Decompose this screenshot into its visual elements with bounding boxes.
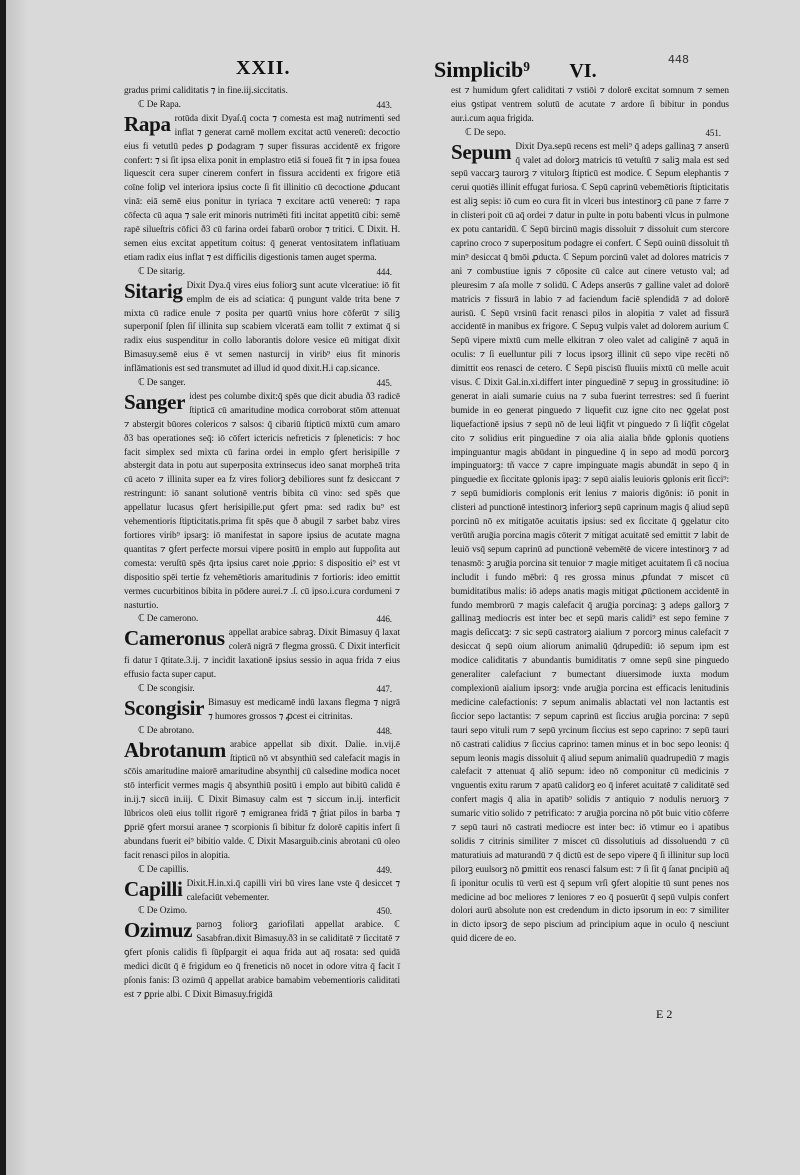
rubric-label: De sitarig. — [146, 266, 185, 277]
entry-text: Bimasuy est medicamē indū laxans flegma ⁊ nigrā ⁊ humores grossos ⁊ ꝓcest ei citrinitas. — [208, 697, 400, 722]
entry-body — [451, 141, 729, 948]
rubric-label: De sanger. — [146, 378, 186, 389]
entry — [124, 266, 400, 377]
entry-headword: Scongisir — [124, 695, 205, 720]
entry-rubric — [124, 725, 400, 739]
entry-headword: Cameronus — [124, 626, 225, 651]
entry-headword: Sepum — [451, 139, 512, 164]
entry-body — [124, 697, 400, 725]
right-text-column — [451, 85, 729, 947]
entry-rubric — [124, 99, 400, 113]
pilcrow-icon: ℂ — [138, 864, 145, 875]
rubric-label: De Rapa. — [146, 99, 181, 110]
entry-headword: Capilli — [124, 876, 183, 901]
entry-text: rotūda dixit Dyaſ.q̄ cocta ⁊ comesta est maḡ nutrimenti sed inflat ⁊ generat carnē mollem excitat actū venereū: decoctio eius fi vetutlū pedes ꝑ ꝑodagram ⁊ super fissuras accidentē ex frigore confert: ⁊ si ſit ipsa elixa ponit in emplastro etiā si foueā fit ⁊ in ipsa fouea liquescit cera super cinerem confert in fissura accidenti ex frigore etiā coīne foliꝑ vel interiora ipsius cocte ſi fit illinitio cū decoctione ꝓducant vinā: eiā semē eius ponitur in tyriaca ⁊ excitare actū venereū: ⁊ rapa cōfecta cū aqua ⁊ sale erit minoris nutrimēti fiti incitat appetitū cibi: semē rapē silueſtris cōfici ð3 cū farina ordei fabarū orobor ⁊ tritici. ℂ Dixit. H. semen eius excitat appetitum coitus: q̄ generat ventositatem inflatiuam etiam radix eius inflat ⁊ est difficilis digestionis tamen auget sperma. — [124, 113, 400, 263]
entry-number: 445. — [376, 378, 392, 389]
column-intro-line: gradus primi caliditatis ⁊ in fine.iij.siccitatis. — [124, 86, 288, 96]
entry-rubric — [124, 905, 400, 919]
entry-text: Dixit.H.in.xi.q̄ capilli viri bū vires lane vste q̄ desiccet ⁊ calefaciūt vebementer. — [186, 878, 400, 903]
entry-headword: Abrotanum — [124, 737, 226, 762]
entry — [124, 613, 400, 683]
entry — [124, 905, 400, 1002]
entry-text: appellat arabice sabraꝫ. Dixit Bimasuy q̄ laxat colerā nigrā ⁊ flegma grossū. ℂ Dixit interficit fi datur ī q̄titate.3.ij. ⁊ incidit laxationē ipsius sessio in aqua frida ⁊ eius effusio facta super caput. — [124, 628, 400, 681]
rubric-label: De sepo. — [473, 127, 506, 138]
entry-body — [124, 113, 400, 266]
entry-rubric — [124, 613, 400, 627]
entry-headword: Ozimuz — [124, 918, 193, 943]
entry-text: Dixit Dya.sepū recens est meli⁹ q̄ adeps gallinaꝫ ⁊ anserū q̄ valet ad dolorꝫ matricis tū vetuſtū ⁊ saliꝫ mala est sed sepū vaccarꝫ taurorꝫ ⁊ vitulorꝫ ſtipticū est modice. ℂ Sepum elephantis ⁊ cerui quotiēs illinit effugat furiosa. ℂ Sepū caprinū vebemētioris ſtipticitatis est aliꝫ sepis: iō cum eo cura fit in vlceri bus intestinorꝫ cū pane ⁊ farre ⁊ in clisteri poit cū aq̄ ordei ⁊ datur in pulte in potu babenti vlcus in pulmone ex potu cantaridū. ℂ Sepū bircinū magis dissoluit ⁊ dissoluit cum stercore caprino croco ⁊ superpositum podagre ei confert. ℂ Sepū ouinū dissoluit tñ min⁹ desiccat q̄ bmōi ꝓducta. ℂ Sepum porcinū valet ad dolores matricis ⁊ ani ⁊ combustiue ignis ⁊ cōposite cū calce aut cinere vetusto val; ad pleuresim ⁊ aſa molle ⁊ solidū. ℂ Adeps anserūs ⁊ galline valet ad dolorē matricis ⁊ fissurā in labio ⁊ ad faciendum faciē splendidā ⁊ ad dolorē aurisū. ℂ Sepū vrsinū facit renasci pilos in alopitia ⁊ valet ad fissurā accidentē in manibus ex frigore. ℂ Sepuꝫ vulpis valet ad dolorem aurium ℂ Sepū vipere mixtū cum melle elkitran ⁊ oleo valet ad caliginē ⁊ aquā in oculis: ⁊ ſi euelluntur pili ⁊ locus ipsorꝫ illinit cū sepo vipe recēti nō dimittit eos renasci de cetero. ℂ Sepū piscisū fluuiis mixtū cū melle acuit visus. ℂ Dixit Gal.in.xi.differt inter pinguedinē ⁊ sepuꝫ in grossitudine: iō generat in aiali sumarie cuius na ⁊ suba fuerint terrestres: sed ſi fuerint bumide in eo generat pinguedo ⁊ liquefit cuz igne cito nec ꝯgelat post liquefactionē ipsius ⁊ sepū nō de leui liq̄fit vt pinguedo ⁊ ſi liq̄fit cōgelat cito ⁊ solidius erit pinguedine ⁊ oia alia aialia bñde ꝯplonis quotiens impinguantur magis abūdant in pinguedine q̄ in sepo ad modū porcorꝫ impinguatorꝫ: tñ vacce ⁊ capre impinguate magis abundāt in sepo q̄ in pinguedie ex ſiccitate ꝯplonis ipaꝫ: ⁊ sepū aialis leuioris ꝯplonis erit ſicci⁹: ⁊ sepū bumidioris complonis erit lenius ⁊ maioris digōnis: iō ponit in clisteri ad punctionē intestinorꝫ inferiorꝫ sepū caprinum magis q̄ aliud sepū porcinū nō ex mitigatōe acuitatis ipsius: sed ex ſiccitate q̄ ꝯgelatur cito verūtñ aruḡia porcina magis cōterit ⁊ mitigat acuitatē sed emittit ⁊ labit de leuiō vsq̄ sepum caprinū ad punctionē vebemētē de vicere intestinorꝫ ⁊ ad tenasmō: ꝫ aruḡia porcina sit tenuior ⁊ magie mitiget acuitatem ſi cā nociua includit i fundo mēbri: q̄ res grossa minus ꝓfundat ⁊ miscet cū bumiditatibus malis: iō adeps anatis magis mitigat ꝓūctionem accidentē in fundo membrorū ⁊ magis calefacit q̄ aruḡia porcinaꝫ: ꝫ adeps gallorꝫ ⁊ gallinaꝫ mediocris est inter bec et sepū maris calidi⁹ est sepo femine ⁊ magis deſiccatꝫ: ⁊ sic sepū castratorꝫ aialium ⁊ porcorꝫ minus calefacit ⁊ desiccat q̄ sepū oium aliorum animaliū q̄drupediū: iō sepum ipm est modice caliditatis ⁊ abundantis bumiditatis ⁊ omne sepū sine pinguedo generaliter calefaciunt ⁊ bumectant diuersimode iuxta modum complexionū aialium ipsorꝫ: vnde aruḡia porcina est efficacis lenitudinis medicine calefactionis: ⁊ sepum animalis ablactati vel non lactantis est ſiccior sepo lactantis: ⁊ sepum caprinū est ſiccius aruḡia porcina: ⁊ sepū tauri sepo vituli rum ⁊ sepū yrcinum ſiccius est sepo caprino: ⁊ sepū tauri nō castrati calidius ⁊ ſiccius caprino: tamen minus et in boc sepo leonis: q̄ sepum leonis magis dissoluit q̄ aliud sepum animaliū quadrupediū ⁊ magis calefacit ⁊ attenuat q̄ aliō sepum: ideo nō componitur cū medicinis ⁊ vnguentis exitu rarum ⁊ apatū calidorꝫ eo q̄ inferet acuitatē ⁊ caliditatē sed confert magis q̄ alia in apatib⁹ solidis ⁊ antiquio ⁊ nodulis neruorꝫ ⁊ sumaric vitio solido ⁊ petrificato: ⁊ aruḡia porcina nō pōt buic vitio cōferre ⁊ sepū tauri nō castrati mediocre est inter bec: iō vtimur eo i apatibus solidis ⁊ citrinis similiter ⁊ miscet cū dissolutiuis ad dissoluendū ⁊ cū maturatiuis ad maturandū ⁊ q̄ dictū est de sepo vipere q̄ ſi illinitur sup locū pilorꝫ euulsorꝫ nō ꝑmittit eos renasci falsum est: ⁊ ſi ſit q̄ ſanat ꝑncipiū aq̄ ſi iponitur oculis tū verū est q̄ sepum vrſi ꝯfert alopitie tū sunt penes nos medicine ad boc meliores ⁊ leniores ⁊ eo q̄ posuerūt q̄ sepū vulpis confert dolori aurū absolute non est credendum in dicto ipsorum in eo: ⁊ similiter in dicto ipsorꝫ de sepo piscium ad principium aque in oculo q̄ nesciunt quid dicere de eo. — [451, 141, 729, 945]
pilcrow-icon: ℂ — [138, 683, 145, 694]
entry-number: 447. — [376, 683, 392, 694]
book-page — [6, 0, 800, 1175]
entry — [124, 99, 400, 266]
entry-number: 451. — [705, 127, 721, 138]
rubric-label: De camerono. — [146, 614, 199, 625]
pilcrow-icon: ℂ — [138, 906, 145, 917]
entry — [124, 864, 400, 906]
entry-body — [124, 878, 400, 906]
page-number: 448 — [668, 53, 689, 66]
pilcrow-icon: ℂ — [138, 266, 145, 277]
entry-text: Dixit Dya.q̄ vires eius foliorꝫ sunt acute vlceratiue: iō fit emplm de eis ad sciatica: q̄ pungunt valde trita bene ⁊ mixta cū radice enule ⁊ posita per quartū vnius hore cōferūt ⁊ siliꝫ superponiſ ſplen ſiſ illinita sup scabiem vlceratā eam tollit ⁊ extimat q̄ si radix eius suspenditur in collo laborantis dolore vesice eū mitigat dixit Bimasuy.semē eius ē vt semen nasturcij in virib⁹ eius fit minoris inflāmationis est sed transmutet ad illud id quod dixit.H.i cap.sicance. — [124, 280, 400, 375]
entry-number: 443. — [376, 99, 392, 110]
entry-number: 444. — [376, 266, 392, 277]
pilcrow-icon: ℂ — [138, 725, 145, 736]
rubric-label: De Ozimo. — [146, 906, 188, 917]
entry — [451, 127, 729, 947]
running-head-right — [434, 57, 597, 83]
left-text-column — [124, 85, 400, 1003]
entry-body — [124, 391, 400, 614]
entry-text: arabice appellat sib dixit. Dalie. in.vij.ē ſtipticū nō vt absynthiū sed calefacit magis in sc̄ōis amaritudine maiorē amaritudine absynthij cū calsedine modica nocet stō interficit vermes magis q̄ absynthiū positū i emplo aut bibitū calidū ē in.ij.⁊ siccū in.iij. ℂ Dixit Bimasuy calm est ⁊ siccum in.ij. interficit lūbricos oleū eius tollit rigorē ⁊ emigranea fridā ⁊ g̃tiat pilos in barba ⁊ ꝑpriē ꝯfert morsui aranee ⁊ scorpionis ſi bibitur fz dolorē capitis infert ſi abundans fuerit ei⁹ bibitio valde. ℂ Dixit Masarguib.cinis abrotani cū oleo facit renasci pilos in alopitia. — [124, 739, 400, 861]
entry-rubric — [124, 864, 400, 878]
pilcrow-icon: ℂ — [138, 99, 145, 110]
entry-rubric — [124, 266, 400, 280]
right-entries — [451, 127, 729, 947]
entry-number: 448. — [376, 725, 392, 736]
entry-headword: Rapa — [124, 111, 171, 136]
entry-text: parnoꝫ foliorꝫ gariofilati appellat arabice. ℂ Sasabfran.dixit Bimasuy.ð3 in se caliditatē ⁊ ſiccitatē ⁊ ꝯfert pſonis calidis fi ſūpſpargit ei aqua frida aut aq̄ rosata: sed quidā medici dicūt q̄ ē frigidum eo q̄ freneticis nō nocet in odore vitra q̄ facit ī pſonis fanis: ſ3 ozimū q̄ appellat arabice bamabim vebementioris caliditati est ⁊ ꝑprie albi. ℂ Dixit Bimasuy.frigidā — [124, 920, 400, 1000]
entry — [124, 377, 400, 613]
entry-number: 449. — [376, 864, 392, 875]
running-head-left: XXII. — [236, 57, 291, 79]
pilcrow-icon: ℂ — [138, 614, 145, 625]
entry-text: idest pes columbe dixit:q̄ spēs que dicit abudia ð3 radicē ſtipticā cū amaritudine modica corroborat stōm attenuat ⁊ abstergit būores colericos ⁊ salsos: q̄ cibariū ſtipticū mixtū cum amaro ð3 bas operationes seq̄: iō cōfert ictericis nefreticis ⁊ ſpleneticis: ⁊ hoc facit simplex sed mixta cū farina ordei in emplo ꝯfert herisipille ⁊ abstergit data in potu aut superposita extrinsecus ideo sanat morpheā trita cū aceto ⁊ illinita super ea fz vires foliorꝫ debiliores sunt fz desiccant ⁊ restringunt: iō sanant solutionē ventris bibita cū vino: sed spēs que appellatur lucasus ꝯfert herisipille.put ꝯfert pma: sed radix bu⁹ est vehementioris ſtipticitatis.prima fit spēs que ð abugil ⁊ sarbet babz vires fortiores virib⁹ ipsarꝫ: iō manifestat in sapore ipsius de acutate magna quantitas ⁊ ꝯfert perfecte morsui vipere positū in emplo aut ſuppoſita aut comesta: veruſtū spēs q̄rta ipsius caret noie ꝓprio: s̄ dispositio ei⁹ est vt dispositio spēi tertie fz vehemētioris amaritudinis ⁊ fortioris: ideo emittit vermes cucurbitinos bibita in pōdere aurei.⁊ .ſ. cū ipso.i.cura cordumeni ⁊ nasturtio. — [124, 391, 400, 611]
column-intro-line: est ⁊ humidum ꝯfert caliditati ⁊ vstiōi ⁊ dolorē excitat somnum ⁊ semen eius ꝯstipat ventrem solutū de acutate ⁊ ardore ſi bibitur in pondus aur.i.cum aqua frigida. — [451, 86, 729, 124]
running-head-title: Simplicib⁹ — [434, 57, 530, 82]
left-entries — [124, 99, 400, 1003]
pilcrow-icon: ℂ — [138, 378, 145, 389]
entry-body — [124, 627, 400, 683]
entry-rubric — [124, 683, 400, 697]
entry-headword: Sitarig — [124, 278, 183, 303]
entry-rubric — [124, 377, 400, 391]
entry-body — [124, 280, 400, 377]
running-head-volume: VI. — [569, 60, 597, 82]
entry-headword: Sanger — [124, 389, 186, 414]
entry-number: 450. — [376, 906, 392, 917]
entry-number: 446. — [376, 614, 392, 625]
entry-body — [124, 919, 400, 1002]
signature-mark: E 2 — [656, 1007, 673, 1021]
rubric-label: De abrotano. — [146, 725, 195, 736]
rubric-label: De capillis. — [146, 864, 189, 875]
entry — [124, 683, 400, 725]
rubric-label: De scongisir. — [146, 683, 195, 694]
pilcrow-icon: ℂ — [465, 127, 472, 138]
entry-body — [124, 739, 400, 864]
entry — [124, 725, 400, 864]
entry-rubric — [451, 127, 729, 141]
